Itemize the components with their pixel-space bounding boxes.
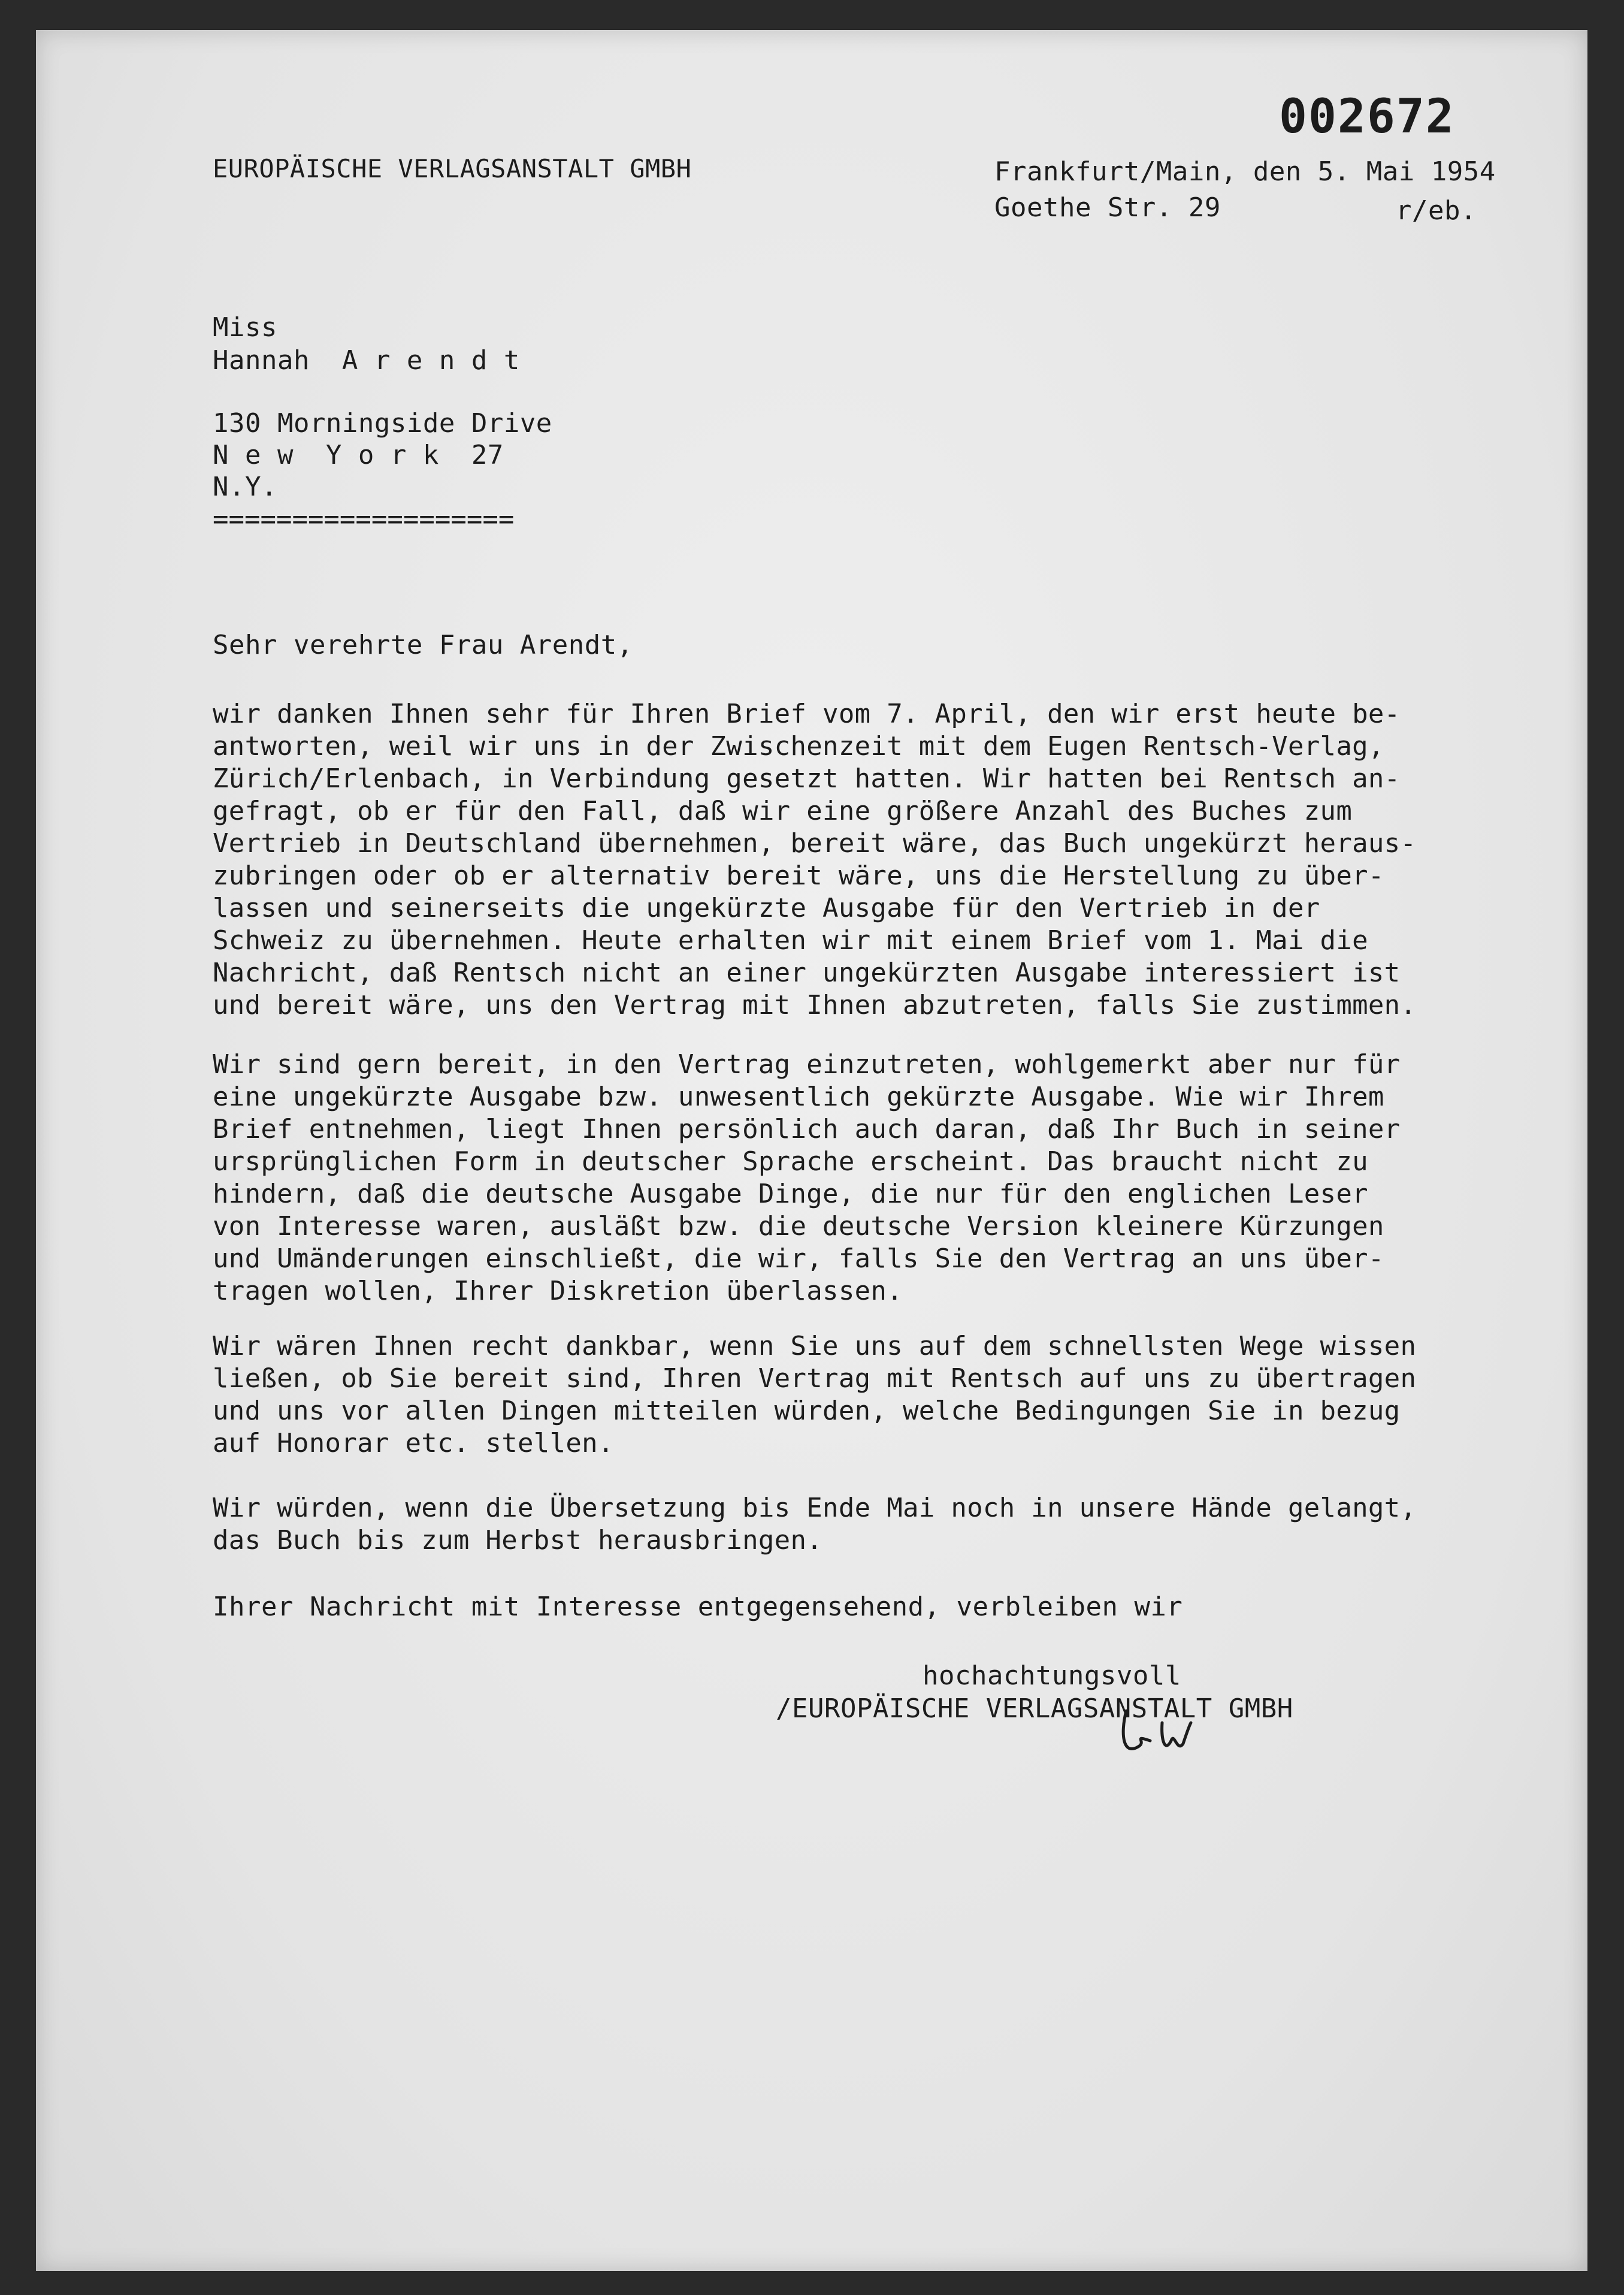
paragraph-line: antworten, weil wir uns in der Zwischenzeit mit dem Eugen Rentsch-Verlag, — [213, 731, 1384, 762]
paragraph-line: Wir wären Ihnen recht dankbar, wenn Sie uns auf dem schnellsten Wege wissen — [213, 1331, 1417, 1361]
paragraph-1 — [213, 698, 1416, 1022]
paragraph-line: eine ungekürzte Ausgabe bzw. unwesentlich gekürzte Ausgabe. Wie wir Ihrem — [213, 1082, 1384, 1112]
closing-line: Ihrer Nachricht mit Interesse entgegensehend, verbleiben wir — [213, 1592, 1183, 1622]
paragraph-line: zubringen oder ob er alternativ bereit wäre, uns die Herstellung zu über- — [213, 860, 1384, 891]
paragraph-3 — [213, 1330, 1416, 1460]
recipient-street: 130 Morningside Drive — [213, 408, 552, 439]
paragraph-line: auf Honorar etc. stellen. — [213, 1428, 614, 1458]
letter-page — [36, 30, 1587, 2271]
address-underline: =================== — [213, 504, 515, 535]
letterhead-company: EUROPÄISCHE VERLAGSANSTALT GMBH — [213, 154, 692, 183]
paragraph-line: tragen wollen, Ihrer Diskretion überlassen. — [213, 1276, 903, 1306]
paragraph-line: Schweiz zu übernehmen. Heute erhalten wir mit einem Brief vom 1. Mai die — [213, 925, 1368, 956]
paragraph-line: Wir sind gern bereit, in den Vertrag einzutreten, wohlgemerkt aber nur für — [213, 1049, 1401, 1080]
regards: hochachtungsvoll — [923, 1660, 1181, 1691]
paragraph-line: Wir würden, wenn die Übersetzung bis Ende Mai noch in unsere Hände gelangt, — [213, 1493, 1417, 1523]
salutation: Sehr verehrte Frau Arendt, — [213, 630, 633, 660]
paragraph-line: ließen, ob Sie bereit sind, Ihren Vertrag mit Rentsch auf uns zu übertragen — [213, 1363, 1417, 1394]
paragraph-line: und bereit wäre, uns den Vertrag mit Ihnen abzutreten, falls Sie zustimmen. — [213, 990, 1417, 1020]
paragraph-line: Brief entnehmen, liegt Ihnen persönlich auch daran, daß Ihr Buch in seiner — [213, 1114, 1401, 1145]
recipient-state: N.Y. — [213, 472, 277, 502]
paragraph-line: Zürich/Erlenbach, in Verbindung gesetzt hatten. Wir hatten bei Rentsch an- — [213, 763, 1401, 794]
paragraph-line: ursprünglichen Form in deutscher Sprache erscheint. Das braucht nicht zu — [213, 1146, 1368, 1177]
paragraph-line: das Buch bis zum Herbst herausbringen. — [213, 1525, 823, 1556]
recipient-city: N e w Y o r k 27 — [213, 440, 504, 470]
reference-initials: r/eb. — [1396, 195, 1477, 226]
signature-company: /EUROPÄISCHE VERLAGSANSTALT GMBH — [776, 1693, 1293, 1724]
paragraph-line: von Interesse waren, ausläßt bzw. die deutsche Version kleinere Kürzungen — [213, 1211, 1384, 1242]
recipient-title: Miss — [213, 312, 277, 343]
paragraph-line: gefragt, ob er für den Fall, daß wir eine größere Anzahl des Buches zum — [213, 796, 1353, 826]
sender-street: Goethe Str. 29 — [994, 192, 1221, 223]
document-number: 002672 — [1279, 90, 1455, 144]
paragraph-line: hindern, daß die deutsche Ausgabe Dinge, die nur für den englichen Leser — [213, 1179, 1368, 1209]
paragraph-line: lassen und seinerseits die ungekürzte Ausgabe für den Vertrieb in der — [213, 893, 1320, 923]
recipient-name: Hannah A r e n d t — [213, 345, 520, 376]
paragraph-4 — [213, 1492, 1416, 1557]
paragraph-line: und Umänderungen einschließt, die wir, falls Sie den Vertrag an uns über- — [213, 1243, 1384, 1274]
paragraph-line: Vertrieb in Deutschland übernehmen, bereit wäre, das Buch ungekürzt heraus- — [213, 828, 1417, 859]
paragraph-line: und uns vor allen Dingen mitteilen würden, welche Bedingungen Sie in bezug — [213, 1396, 1401, 1426]
place-date: Frankfurt/Main, den 5. Mai 1954 — [994, 156, 1496, 187]
paragraph-2 — [213, 1049, 1400, 1307]
paragraph-line: Nachricht, daß Rentsch nicht an einer ungekürzten Ausgabe interessiert ist — [213, 958, 1401, 988]
handwritten-signature — [1114, 1699, 1234, 1771]
paragraph-line: wir danken Ihnen sehr für Ihren Brief vom 7. April, den wir erst heute be- — [213, 699, 1401, 729]
